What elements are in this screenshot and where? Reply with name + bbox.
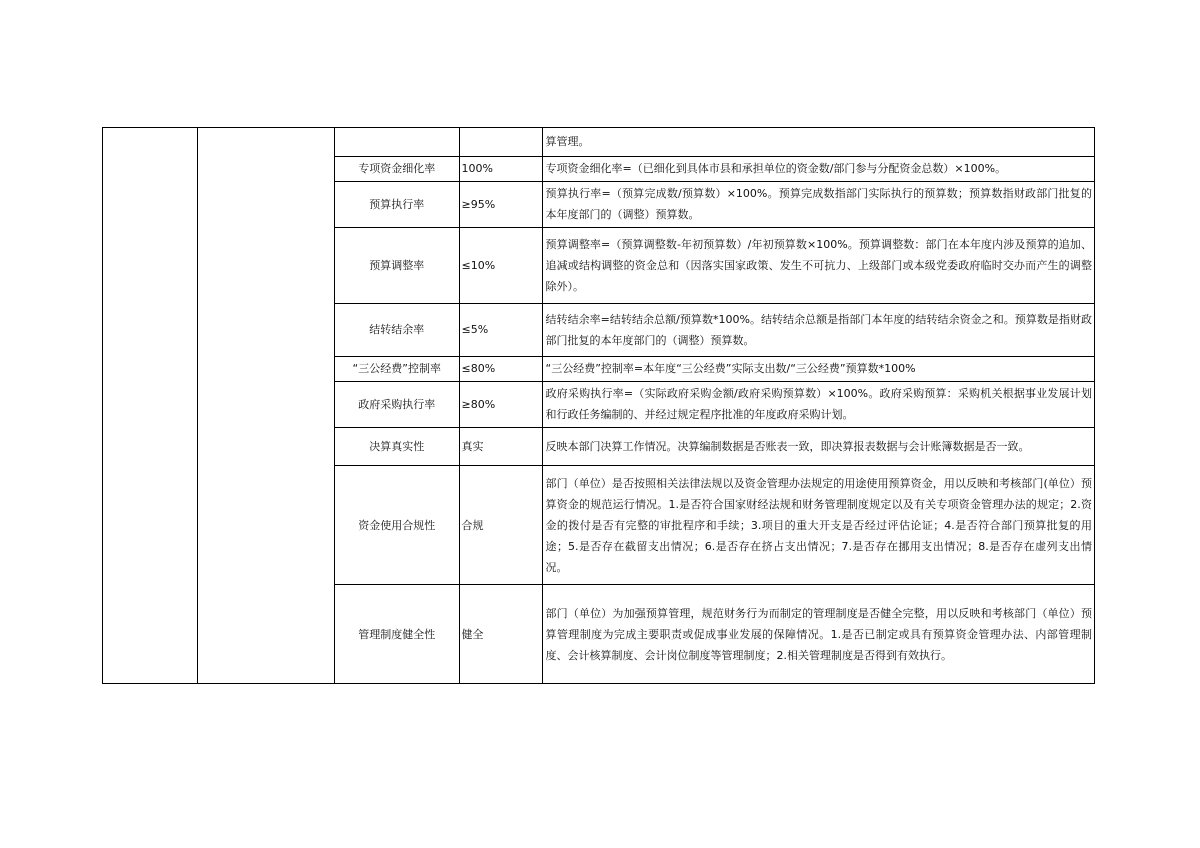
table-row [335,181,1095,227]
indicator-name: 结转结余率 [335,303,459,356]
indicator-description: 结转结余率=结转结余总额/预算数*100%。结转结余总额是指部门本年度的结转结余资金之和。预算数是指财政部门批复的本年度部门的（调整）预算数。 [542,303,1095,356]
indicator-description: 政府采购执行率=（实际政府采购金额/政府采购预算数）×100%。政府采购预算：采购机关根据事业发展计划和行政任务编制的、并经过规定程序批准的年度政府采购计划。 [542,381,1095,427]
indicator-name: 专项资金细化率 [335,156,459,181]
indicator-name: “三公经费”控制率 [335,356,459,381]
table-row [335,227,1095,303]
indicator-name: 管理制度健全性 [335,585,459,683]
table-row [335,427,1095,465]
indicator-name: 资金使用合规性 [335,466,459,585]
indicator-description: 预算调整率=（预算调整数-年初预算数）/年初预算数×100%。预算调整数：部门在本年度内涉及预算的追加、追减或结构调整的资金总和（因落实国家政策、发生不可抗力、上级部门或本级党委政府临时交办而产生的调整除外）。 [542,227,1095,303]
indicator-name: 预算执行率 [335,181,459,227]
table-row [335,156,1095,181]
indicator-target: 真实 [459,427,542,465]
table-row [335,466,1095,585]
indicator-target: ≤10% [459,227,542,303]
indicator-target: ≤80% [459,356,542,381]
indicator-name [335,128,459,156]
merged-level1-cell [103,128,198,683]
indicator-target: ≥80% [459,381,542,427]
indicator-table [102,127,1095,684]
indicator-description: 反映本部门决算工作情况。决算编制数据是否账表一致，即决算报表数据与会计账簿数据是否一致。 [542,427,1095,465]
indicator-target: 100% [459,156,542,181]
table-row [335,356,1095,381]
indicator-name: 决算真实性 [335,427,459,465]
indicator-target [459,128,542,156]
table-row [335,381,1095,427]
indicator-description: 预算执行率=（预算完成数/预算数）×100%。预算完成数指部门实际执行的预算数；预算数指财政部门批复的本年度部门的（调整）预算数。 [542,181,1095,227]
indicator-target: ≤5% [459,303,542,356]
indicator-grid [335,128,1095,683]
table-row [335,303,1095,356]
indicator-description: “三公经费”控制率=本年度“三公经费”实际支出数/“三公经费”预算数*100% [542,356,1095,381]
indicator-target: ≥95% [459,181,542,227]
indicator-target: 合规 [459,466,542,585]
indicator-description: 专项资金细化率=（已细化到具体市县和承担单位的资金数/部门参与分配资金总数）×100%。 [542,156,1095,181]
table-row [335,585,1095,683]
indicator-target: 健全 [459,585,542,683]
indicator-description: 部门（单位）是否按照相关法律法规以及资金管理办法规定的用途使用预算资金，用以反映和考核部门(单位）预算资金的规范运行情况。1.是否符合国家财经法规和财务管理制度规定以及有关专项资金管理办法的规定；2.资金的拨付是否有完整的审批程序和手续；3.项目的重大开支是否经过评估论证；4.是否符合部门预算批复的用途；5.是否存在截留支出情况；6.是否存在挤占支出情况；7.是否存在挪用支出情况；8.是否存在虚列支出情况。 [542,466,1095,585]
indicator-name: 政府采购执行率 [335,381,459,427]
table-row [335,128,1095,156]
merged-level2-cell [198,128,335,683]
indicator-description: 算管理。 [542,128,1095,156]
indicator-description: 部门（单位）为加强预算管理，规范财务行为而制定的管理制度是否健全完整，用以反映和考核部门（单位）预算管理制度为完成主要职责或促成事业发展的保障情况。1.是否已制定或具有预算资金管理办法、内部管理制度、会计核算制度、会计岗位制度等管理制度；2.相关管理制度是否得到有效执行。 [545,606,1092,662]
indicator-name: 预算调整率 [335,227,459,303]
